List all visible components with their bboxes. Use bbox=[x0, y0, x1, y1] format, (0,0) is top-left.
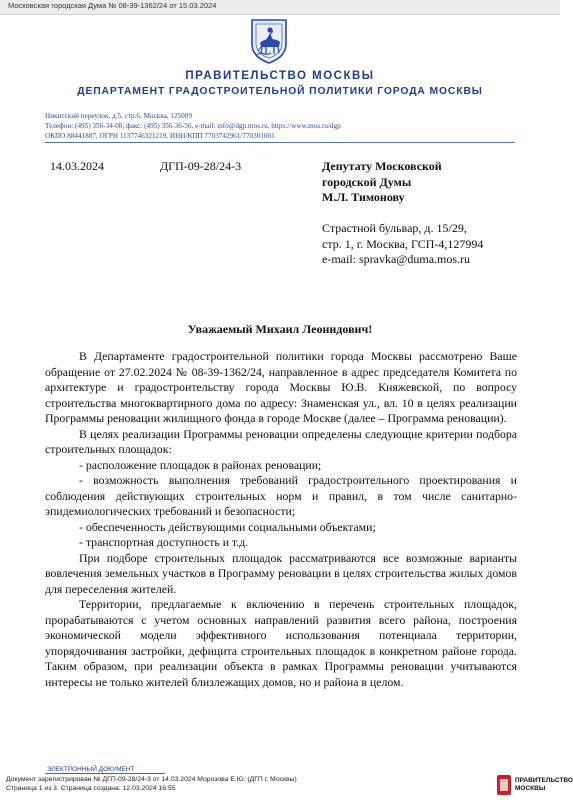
document-date: 14.03.2024 bbox=[50, 159, 104, 173]
recipient-line-2: городской Думы bbox=[322, 174, 412, 189]
logo-text bbox=[515, 777, 573, 792]
registration-footer: Документ зарегистрирован № ДГП-09-28/24-3 от 14.03.2024 Морозова Е.Ю. (ДГП г. Москвы) bbox=[6, 776, 297, 783]
recipient-address-1: Страстной бульвар, д. 15/29, bbox=[322, 221, 467, 235]
title-bar bbox=[0, 0, 560, 15]
paragraph-3: При подборе строительных площадок рассматриваются все возможные варианты вовлечения земельных участков в Программу реновации в целях строительства жилых домов для переселения жителей. bbox=[45, 550, 517, 596]
moscow-coat-of-arms-icon bbox=[249, 17, 289, 65]
paragraph-4: Территории, предлагаемые к включению в перечень строительных площадок, прорабатываются с учетом основных направлений развития всего района, построения экономической модели эффективного использования потенциала территории, упорядочивания застройки, дефицита строительных площадок в конкретном районе города. Таким образом, при реализации объекта в рамках Программы реновации учитываются интересы не только жителей близлежащих домов, но и района в целом. bbox=[45, 597, 517, 689]
letterhead-contacts: Телефон: (495) 356-34-08, факс: (495) 356-36-56, e-mail: info@dgp.mos.ru, https://www.mos.ru/dgp bbox=[45, 122, 341, 130]
criteria-item-1: - расположение площадок в районах реновации; bbox=[79, 457, 322, 472]
letterhead-codes: ОКПО 88441887, ОГРН 1137746321219, ИНН/КПП 7703742961/770301001 bbox=[45, 132, 275, 140]
recipient-line-1: Депутату Московской bbox=[322, 159, 442, 173]
letterhead-divider bbox=[45, 142, 515, 143]
electronic-document-label: ЭЛЕКТРОННЫЙ ДОКУМЕНТ bbox=[47, 766, 135, 773]
criteria-item-2: - возможность выполнения требований градостроительного проектирования и соблюдения действующих строительных норм и правил, в том числе санитарно-эпидемиологических требований и безопасности; bbox=[45, 473, 517, 518]
paragraph-1: В Департаменте градостроительной политики города Москвы рассмотрено Ваше обращение от 27.02.2024 № 08-39-1362/24, направленное в адрес председателя Комитета по архитектуре и градостроительству города Москвы Ю.В. Княжевской, по вопросу строительства многоквартирного дома по адресу: Знаменская ул., вл. 10 в целях реализации Программы реновации жилищного фонда в городе Москве (далее – Программа реновации). bbox=[45, 349, 517, 425]
letterhead-address: Никитский переулок, д.5, стр.6, Москва, 125009 bbox=[45, 112, 192, 120]
recipient-email: e-mail: spravka@duma.mos.ru bbox=[322, 252, 471, 266]
criteria-item-3: - обеспеченность действующими социальными объектами; bbox=[79, 519, 376, 534]
page-footer: Страница 1 из 3. Страница создана: 12.03.2024 16:55 bbox=[6, 785, 176, 792]
criteria-item-4: - транспортная доступность и т.д. bbox=[79, 535, 249, 549]
recipient-address-2: стр. 1, г. Москва, ГСП-4,127994 bbox=[322, 236, 484, 251]
salutation: Уважаемый Михаил Леонидович! bbox=[187, 322, 373, 336]
logo-text-line-2: МОСКВЫ bbox=[515, 784, 546, 792]
paragraph-2: В целях реализации Программы реновации определены следующие критерии подбора строительных площадок: bbox=[45, 426, 517, 456]
electronic-document-divider bbox=[45, 773, 165, 774]
moscow-government-logo-icon bbox=[497, 775, 511, 795]
department-title: ДЕПАРТАМЕНТ ГРАДОСТРОИТЕЛЬНОЙ ПОЛИТИКИ ГОРОДА МОСКВЫ bbox=[77, 86, 483, 97]
logo-text-line-1: ПРАВИТЕЛЬСТВО bbox=[515, 777, 573, 784]
document-number: ДГП-09-28/24-3 bbox=[160, 159, 242, 173]
recipient-name: М.Л. Тимонову bbox=[322, 190, 405, 204]
government-title: ПРАВИТЕЛЬСТВО МОСКВЫ bbox=[185, 70, 375, 82]
letter-body bbox=[45, 349, 517, 690]
title-bar-text: Московская городская Дума № 08-39-1362/24 от 15.03.2024 bbox=[8, 1, 217, 10]
